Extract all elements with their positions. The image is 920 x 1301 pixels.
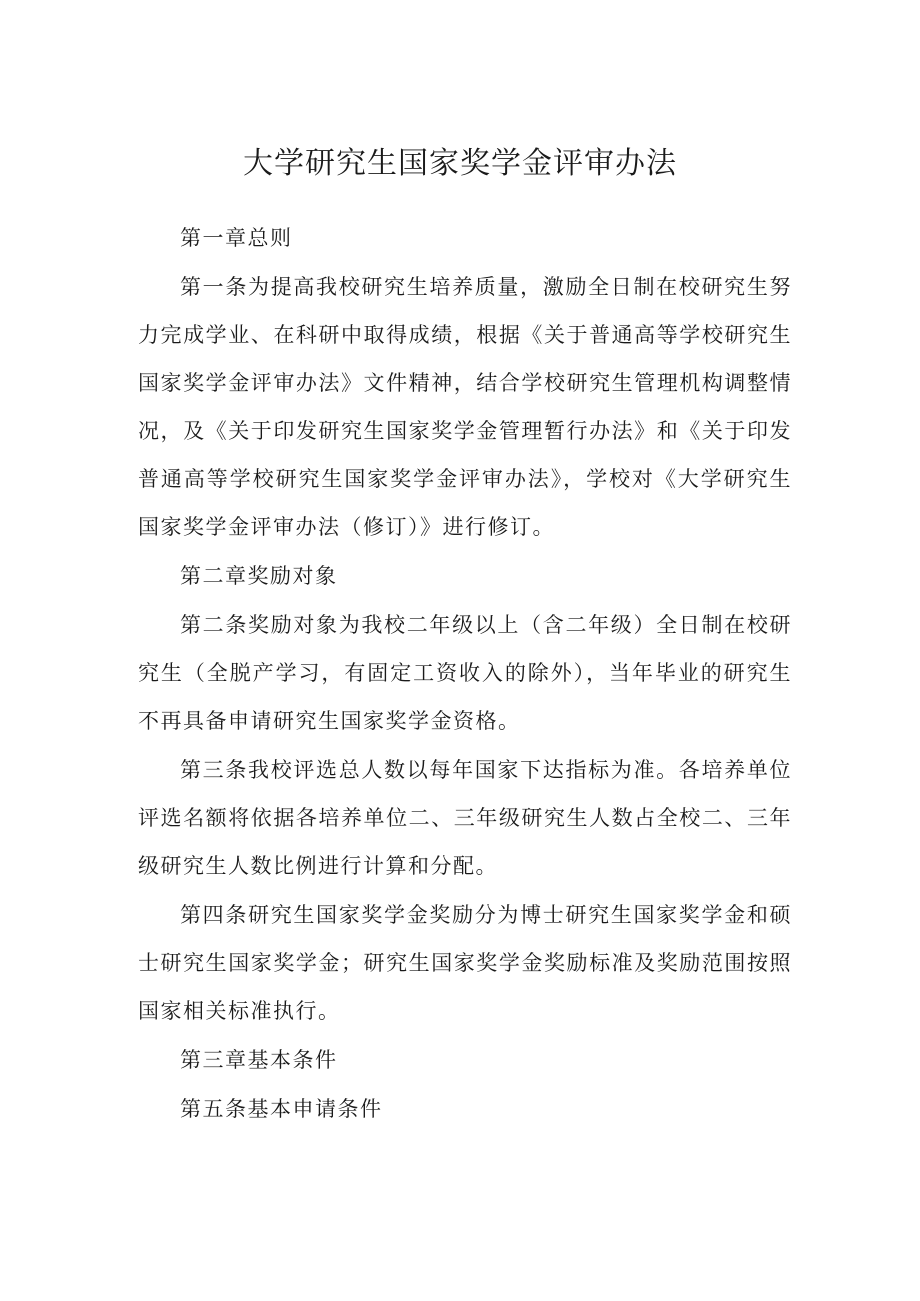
article-5-paragraph: 第五条基本申请条件 [180, 1097, 383, 1121]
chapter-1-heading: 第一章总则 [180, 226, 293, 250]
article-4-paragraph: 第四条研究生国家奖学金奖励分为博士研究生国家奖学金和硕士研究生国家奖学金；研究生国家奖学金奖励标准及奖励范围按照国家相关标准执行。 [138, 903, 792, 1023]
article-2-paragraph: 第二条奖励对象为我校二年级以上（含二年级）全日制在校研究生（全脱产学习，有固定工资收入的除外），当年毕业的研究生不再具备申请研究生国家奖学金资格。 [138, 613, 792, 733]
chapter-3-heading: 第三章基本条件 [180, 1048, 338, 1072]
article-3-paragraph: 第三条我校评选总人数以每年国家下达指标为准。各培养单位评选名额将依据各培养单位二、三年级研究生人数占全校二、三年级研究生人数比例进行计算和分配。 [138, 758, 792, 878]
document-body [138, 214, 792, 1134]
article-1-paragraph: 第一条为提高我校研究生培养质量，激励全日制在校研究生努力完成学业、在科研中取得成绩，根据《关于普通高等学校研究生国家奖学金评审办法》文件精神，结合学校研究生管理机构调整情况，及《关于印发研究生国家奖学金管理暂行办法》和《关于印发普通高等学校研究生国家奖学金评审办法》，学校对《大学研究生国家奖学金评审办法（修订）》进行修订。 [138, 275, 792, 539]
chapter-2-heading: 第二章奖励对象 [180, 564, 338, 588]
document-title: 大学研究生国家奖学金评审办法 [243, 146, 677, 181]
